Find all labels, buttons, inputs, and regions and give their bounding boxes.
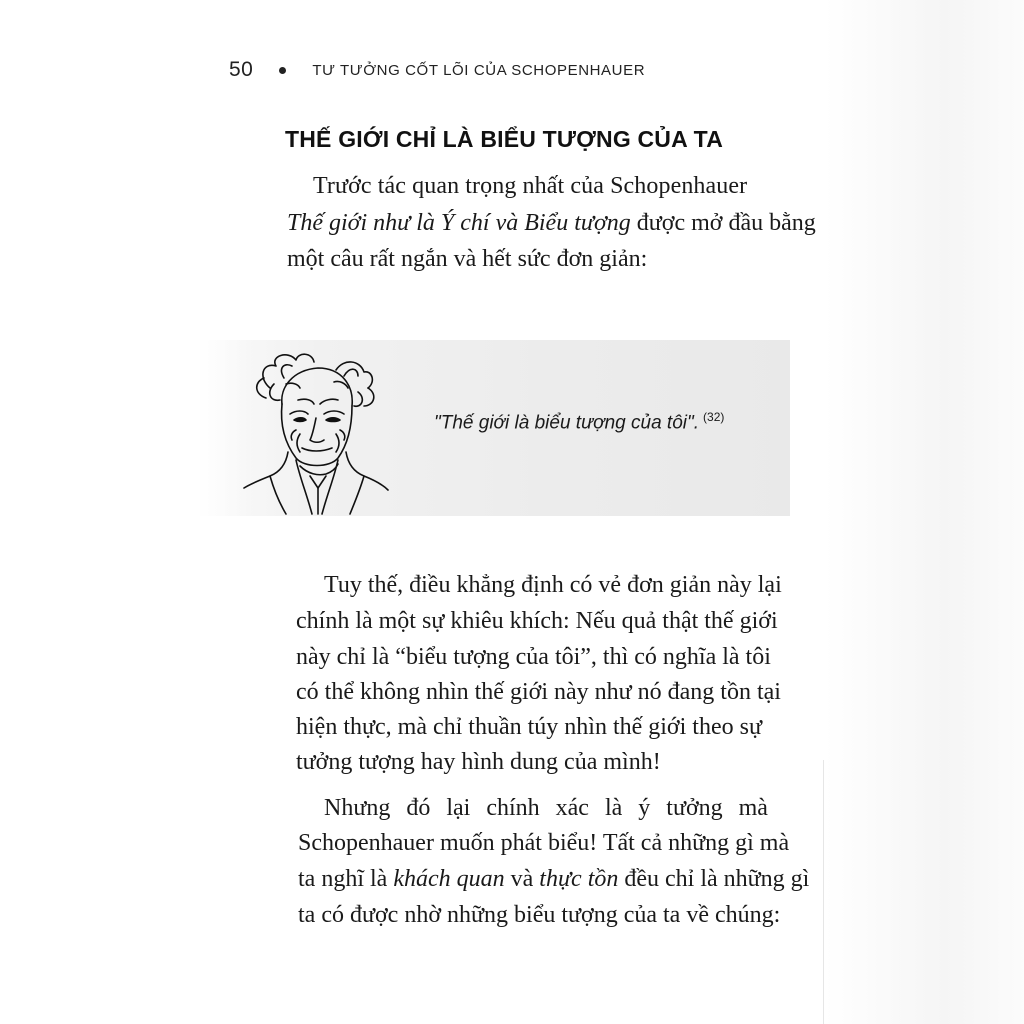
schopenhauer-portrait-icon <box>240 348 390 516</box>
intro-line-2-rest: được mở đầu bằng <box>630 210 816 236</box>
quote-reference: (32) <box>703 410 725 424</box>
paragraph-1-line: Tuy thế, điều khẳng định có vẻ đơn giản này lại <box>324 572 782 598</box>
italic-term-real: thực tồn <box>539 866 619 892</box>
page-number: 50 <box>229 58 254 81</box>
intro-line-3: một câu rất ngắn và hết sức đơn giản: <box>287 246 648 272</box>
paragraph-1-line: hiện thực, mà chỉ thuần túy nhìn thế giới theo sự <box>296 714 762 740</box>
page-edge-line <box>823 760 824 1024</box>
paragraph-1-line: này chỉ là “biểu tượng của tôi”, thì có nghĩa là tôi <box>296 644 771 670</box>
paragraph-1-line: tưởng tượng hay hình dung của mình! <box>296 749 661 775</box>
italic-term-objective: khách quan <box>393 866 505 892</box>
bullet-icon <box>279 67 286 74</box>
intro-line-2 <box>287 211 816 235</box>
running-header <box>229 58 645 82</box>
paragraph-2-line-1: Nhưng đó lại chính xác là ý tưởng mà <box>324 795 768 821</box>
paragraph-2-line-3-part: ta nghĩ là <box>298 866 394 892</box>
paragraph-1-line: chính là một sự khiêu khích: Nếu quả thật thế giới <box>296 608 778 634</box>
paragraph-2-line-3-part: và <box>504 866 540 892</box>
book-title-italic: Thế giới như là Ý chí và Biểu tượng <box>287 210 631 236</box>
paragraph-1-line: có thể không nhìn thế giới này như nó đang tồn tại <box>296 679 781 705</box>
page-edge-shadow <box>824 0 1024 1024</box>
intro-line-1: Trước tác quan trọng nhất của Schopenhauer <box>313 173 748 199</box>
paragraph-2-line-3-part: đều chỉ là những gì <box>618 866 810 892</box>
quote-text <box>434 410 724 434</box>
paragraph-2-line-4: ta có được nhờ những biểu tượng của ta về chúng: <box>298 902 781 928</box>
paragraph-2-line-2: Schopenhauer muốn phát biểu! Tất cả những gì mà <box>298 830 790 856</box>
paragraph-2-line-3 <box>298 867 809 891</box>
section-title: THẾ GIỚI CHỈ LÀ BIỂU TƯỢNG CỦA TA <box>285 126 724 152</box>
running-title: TƯ TƯỞNG CỐT LÕI CỦA SCHOPENHAUER <box>312 61 646 79</box>
quote-sentence: "Thế giới là biểu tượng của tôi". <box>434 412 700 434</box>
